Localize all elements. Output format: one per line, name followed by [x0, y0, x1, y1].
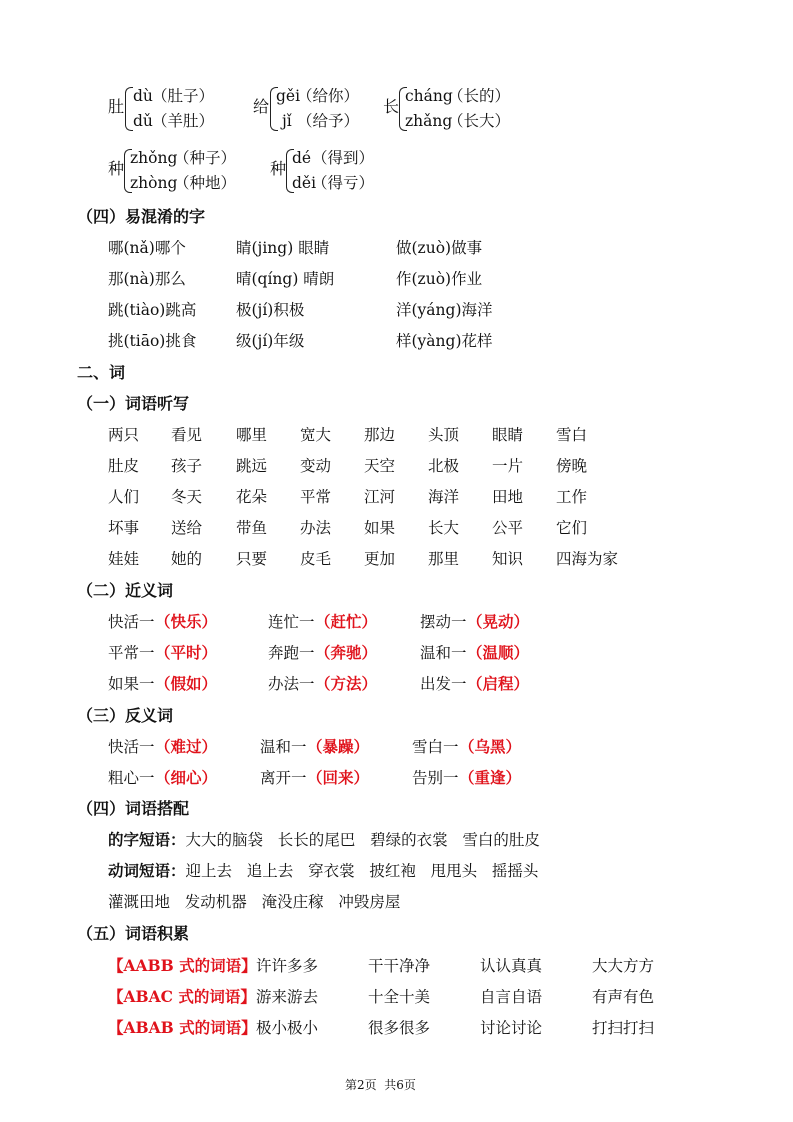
confusable-cell: 哪(nǎ)哪个 — [108, 239, 186, 257]
dictation-word: 那里 — [428, 550, 460, 568]
dictation-word: 办法 — [300, 519, 332, 537]
antonym-answer: （回来） — [307, 768, 370, 787]
synonym-word: 摆动一 — [420, 613, 467, 631]
word: （羊肚） — [152, 112, 215, 130]
synonym-answer: （平时） — [155, 643, 218, 662]
antonym-answer: （细心） — [155, 768, 218, 787]
synonym-answer: （假如） — [155, 674, 218, 693]
page-footer: 第2页 共6页 — [345, 1078, 416, 1092]
accumulation-word: 自言自语 — [480, 988, 543, 1006]
dictation-word: 送给 — [171, 519, 203, 537]
word: （肚子） — [152, 87, 215, 105]
synonym-answer: （晃动） — [467, 612, 530, 631]
dictation-word: 四海为家 — [556, 550, 619, 568]
accumulation-word: 大大方方 — [592, 957, 655, 975]
collocation-verb-label: 动词短语： — [108, 861, 186, 880]
polyphone-char: 种 — [270, 159, 287, 178]
brace-icon — [125, 87, 133, 131]
accumulation-word: 游来游去 — [256, 988, 319, 1006]
dictation-word: 眼睛 — [492, 426, 524, 444]
antonym-answer: （暴躁） — [307, 737, 370, 756]
section-heading-accumulation: （五）词语积累 — [77, 924, 190, 943]
dictation-word: 工作 — [556, 488, 588, 506]
word: （给予） — [297, 112, 360, 130]
synonym-word: 快活一 — [108, 613, 155, 631]
word: （长的） — [448, 87, 511, 105]
dictation-word: 她的 — [171, 550, 203, 568]
section-heading-words: 二、词 — [77, 363, 126, 382]
dictation-word: 平常 — [300, 488, 332, 506]
accumulation-word: 十全十美 — [368, 988, 431, 1006]
confusable-cell: 样(yàng)花样 — [396, 332, 493, 350]
dictation-word: 变动 — [300, 457, 332, 475]
accumulation-word: 有声有色 — [592, 988, 655, 1006]
dictation-word: 孩子 — [171, 457, 203, 475]
polyphone-char: 肚 — [108, 97, 125, 116]
antonym-word: 告别一 — [412, 769, 459, 787]
confusable-cell: 睛(jing) 眼睛 — [236, 239, 330, 257]
dictation-word: 哪里 — [236, 426, 268, 444]
word: （给你） — [297, 87, 360, 105]
collocation-verb-items-2: 灌溉田地 发动机器 淹没庄稼 冲毁房屋 — [108, 893, 401, 911]
pinyin: dé — [292, 149, 312, 167]
antonym-answer: （难过） — [155, 737, 218, 756]
synonym-answer: （快乐） — [155, 612, 218, 631]
accumulation-word: 讨论讨论 — [480, 1019, 543, 1037]
pinyin: cháng — [405, 87, 453, 105]
accumulation-word: 许许多多 — [256, 957, 319, 975]
word: （长大） — [448, 112, 511, 130]
section-heading-confusable: （四）易混淆的字 — [77, 207, 206, 226]
accumulation-word: 很多很多 — [368, 1019, 431, 1037]
dictation-word: 如果 — [364, 519, 396, 537]
pinyin: jǐ — [282, 112, 292, 130]
accumulation-word: 打扫打扫 — [592, 1019, 655, 1037]
dictation-word: 两只 — [108, 426, 140, 444]
section-heading-antonyms: （三）反义词 — [77, 706, 174, 725]
dictation-word: 北极 — [428, 457, 460, 475]
pinyin: gěi — [276, 87, 301, 105]
collocation-de-line — [108, 830, 540, 850]
confusable-cell: 做(zuò)做事 — [396, 239, 483, 257]
section-heading-dictation: （一）词语听写 — [77, 394, 190, 413]
dictation-word: 冬天 — [171, 488, 203, 506]
collocation-de-label: 的字短语： — [108, 830, 186, 849]
synonym-word: 连忙一 — [268, 613, 315, 631]
dictation-word: 人们 — [108, 488, 140, 506]
dictation-word: 公平 — [492, 519, 524, 537]
accumulation-word: 干干净净 — [368, 957, 431, 975]
dictation-word: 雪白 — [556, 426, 588, 444]
dictation-word: 肚皮 — [108, 457, 140, 475]
synonym-answer: （方法） — [315, 674, 378, 693]
pinyin: dǔ — [133, 112, 153, 130]
confusable-cell: 极(jí)积极 — [236, 301, 305, 319]
confusable-cell: 级(jí)年级 — [236, 332, 305, 350]
pinyin: zhòng — [130, 174, 178, 192]
collocation-verb-items: 迎上去 追上去 穿衣裳 披红袍 甩甩头 摇摇头 — [185, 862, 539, 880]
confusable-cell: 洋(yáng)海洋 — [396, 301, 493, 319]
dictation-word: 花朵 — [236, 488, 268, 506]
dictation-word: 头顶 — [428, 426, 460, 444]
dictation-word: 坏事 — [108, 519, 140, 537]
synonym-word: 办法一 — [268, 675, 315, 693]
antonym-answer: （重逢） — [459, 768, 522, 787]
antonym-answer: （乌黑） — [459, 737, 522, 756]
accumulation-label: 【ABAC 式的词语】 — [108, 987, 256, 1006]
dictation-word: 看见 — [171, 426, 203, 444]
antonym-word: 温和一 — [260, 738, 307, 756]
pinyin: zhǎng — [405, 112, 453, 130]
pinyin: dù — [133, 87, 153, 105]
accumulation-word: 极小极小 — [256, 1019, 319, 1037]
confusable-cell: 晴(qíng) 晴朗 — [236, 270, 335, 288]
dictation-word: 田地 — [492, 488, 524, 506]
dictation-word: 它们 — [556, 519, 588, 537]
dictation-word: 只要 — [236, 550, 268, 568]
synonym-answer: （奔驰） — [315, 643, 378, 662]
dictation-word: 海洋 — [428, 488, 460, 506]
synonym-word: 平常一 — [108, 644, 155, 662]
antonym-word: 雪白一 — [412, 738, 459, 756]
synonym-answer: （温顺） — [467, 643, 530, 662]
polyphone-char: 种 — [108, 159, 125, 178]
dictation-word: 跳远 — [236, 457, 268, 475]
polyphone-char: 给 — [253, 97, 270, 116]
confusable-cell: 那(nà)那么 — [108, 270, 186, 288]
synonym-word: 出发一 — [420, 675, 467, 693]
dictation-word: 一片 — [492, 457, 524, 475]
antonym-word: 粗心一 — [108, 769, 155, 787]
confusable-cell: 跳(tiào)跳高 — [108, 301, 197, 319]
word: （得亏） — [312, 174, 375, 192]
dictation-word: 娃娃 — [108, 550, 140, 568]
polyphone-char: 长 — [383, 97, 400, 116]
dictation-word: 知识 — [492, 550, 524, 568]
dictation-word: 江河 — [364, 488, 396, 506]
accumulation-word: 认认真真 — [480, 957, 543, 975]
dictation-word: 傍晚 — [556, 457, 588, 475]
accumulation-label: 【AABB 式的词语】 — [108, 956, 257, 975]
collocation-de-items: 大大的脑袋 长长的尾巴 碧绿的衣裳 雪白的肚皮 — [185, 831, 540, 849]
synonym-word: 温和一 — [420, 644, 467, 662]
antonym-word: 快活一 — [108, 738, 155, 756]
collocation-verb-line — [108, 861, 538, 881]
antonym-word: 离开一 — [260, 769, 307, 787]
dictation-word: 皮毛 — [300, 550, 332, 568]
pinyin: děi — [292, 174, 317, 192]
synonym-answer: （赶忙） — [315, 612, 378, 631]
dictation-word: 天空 — [364, 457, 396, 475]
section-heading-collocation: （四）词语搭配 — [77, 799, 190, 818]
accumulation-label: 【ABAB 式的词语】 — [108, 1018, 257, 1037]
synonym-answer: （启程） — [467, 674, 530, 693]
word: （种子） — [174, 149, 237, 167]
confusable-cell: 挑(tiāo)挑食 — [108, 332, 197, 350]
section-heading-synonyms: （二）近义词 — [77, 581, 174, 600]
word: （得到） — [312, 149, 375, 167]
confusable-cell: 作(zuò)作业 — [396, 270, 483, 288]
synonym-word: 如果一 — [108, 675, 155, 693]
pinyin: zhǒng — [130, 149, 178, 167]
dictation-word: 更加 — [364, 550, 396, 568]
word: （种地） — [174, 174, 237, 192]
synonym-word: 奔跑一 — [268, 644, 315, 662]
dictation-word: 带鱼 — [236, 519, 268, 537]
dictation-word: 长大 — [428, 519, 460, 537]
dictation-word: 宽大 — [300, 426, 332, 444]
dictation-word: 那边 — [364, 426, 396, 444]
